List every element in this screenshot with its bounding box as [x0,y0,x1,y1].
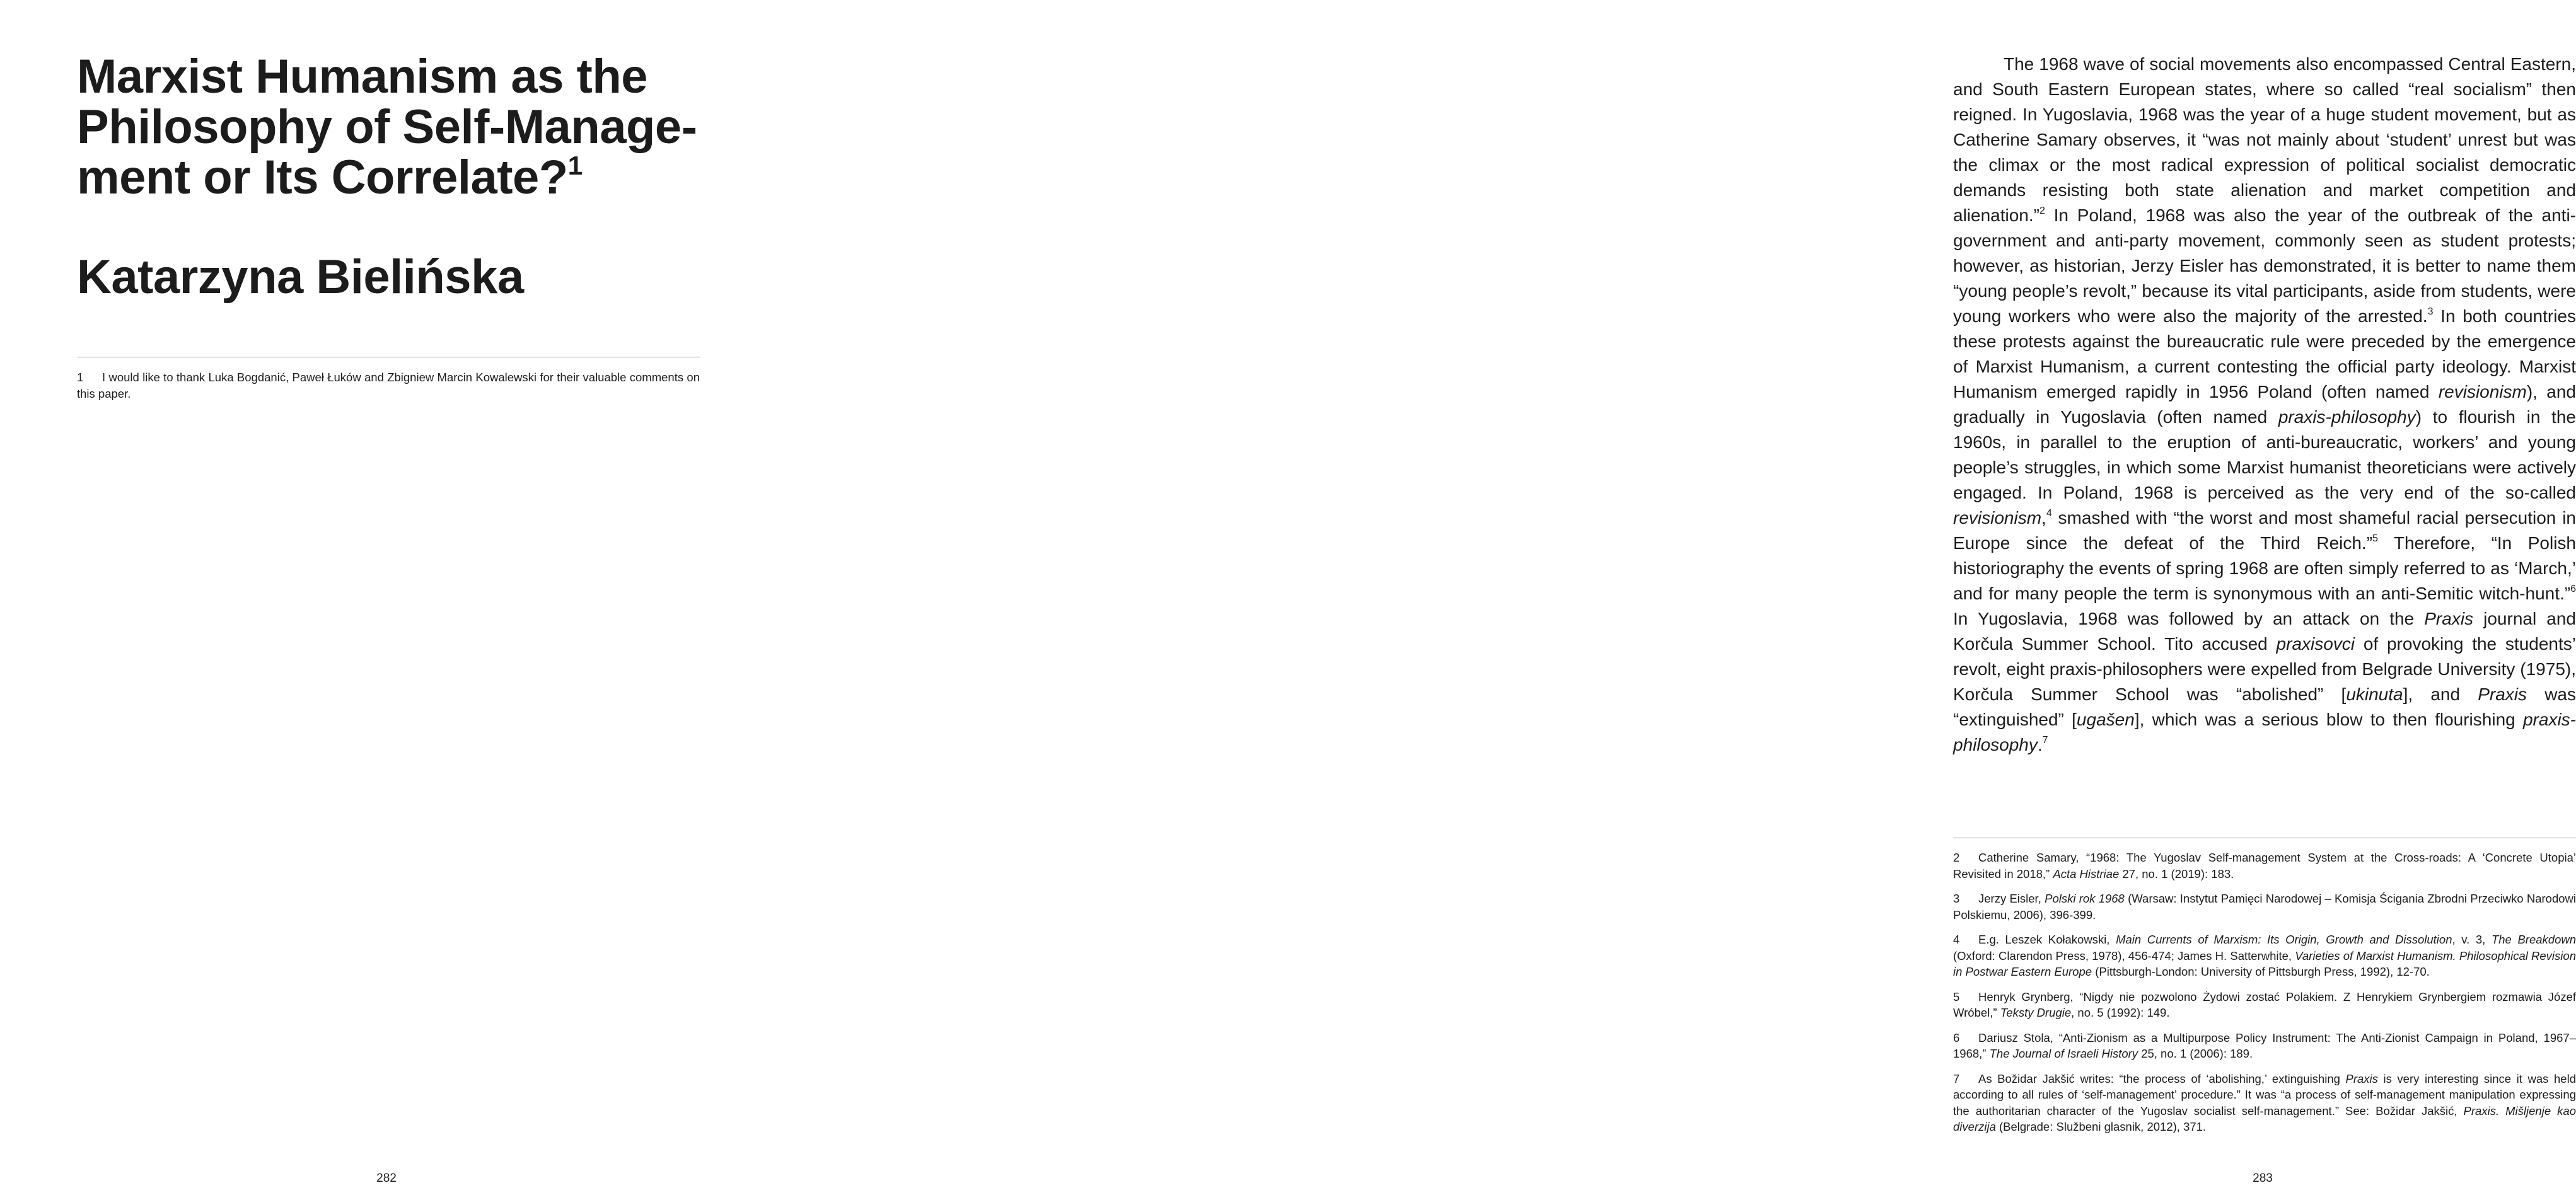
text-run: (Pittsburgh-London: University of Pittsburgh Press, 1992), 12-70. [2092,965,2430,978]
footnote-ref: 3 [2427,306,2434,317]
footnote-number: 4 [1953,933,1960,946]
text-run: In both countries these protests against the bureaucratic rule were preceded by the emergence of Marxist Humanism, a current contesting the official party ideology. Marxist Humanism emerged rapidly in 1956 Poland (often named [1953,306,2576,401]
text-run: 25, no. 1 (2006): 189. [2138,1047,2253,1060]
footnote-number: 2 [1953,851,1960,864]
text-run: ], and [2403,684,2478,704]
footnote-ref: 5 [2372,533,2378,544]
italic-text: The Breakdown [2491,933,2576,946]
page-number: 283 [2253,1172,2273,1185]
italic-text: Praxis [2424,609,2474,628]
text-run: . [2037,735,2043,754]
article-title [77,52,707,203]
footnote [1953,850,2576,882]
title-line: Marxist Humanism as the [77,50,648,103]
footnote-number: 1 [77,371,84,384]
italic-text: ugašen [2076,710,2135,729]
text-run: The 1968 wave of social movements also encompassed Central Eastern, and South Eastern European states, where so called “real socialism” then reigned. In Yugoslavia, 1968 was the year of a huge student movement, but as Catherine Samary observes, it “was not mainly about ‘student’ unrest but was the climax or the most radical expression of political socialist democratic demands resisting both state alienation and market competition and alienation.” [1953,54,2576,225]
text-run: ], which was a serious blow to then flourishing [2134,710,2523,729]
right-page [878,0,2576,1195]
title-line: ment or Its Correlate? [77,151,568,204]
text-run: 27, no. 1 (2019): 183. [2119,867,2234,880]
italic-text: Praxis [2345,1071,2378,1085]
footnote [1953,1071,2576,1135]
text-run: , v. 3, [2452,933,2492,946]
italic-text: Polski rok 1968 [2045,892,2125,905]
italic-text: Teksty Drugie [2000,1006,2072,1019]
footnote [1953,932,2576,980]
text-run: In Poland, 1968 was also the year of the outbreak of the anti-government and anti-party movement, commonly seen as student protests; however, as historian, Jerzy Eisler has demonstrated, it is better to name them “young people’s revolt,” because its vital participants, aside from students, were young workers who were also the majority of the arrested. [1953,205,2576,326]
footnote-number: 3 [1953,892,1960,905]
footnotes [1953,850,2576,1144]
left-page [0,0,878,1195]
author-name: Katarzyna Bielińska [77,250,524,304]
footnote-ref: 6 [2570,584,2576,594]
italic-text: praxis-philosophy [2278,407,2416,427]
text-run: In Yugoslavia, 1968 was followed by an attack on the [1953,609,2425,628]
footnote [1953,1030,2576,1062]
footnote [1953,989,2576,1021]
body-paragraph [1953,52,2576,758]
text-run: Catherine Samary, “1968: The Yugoslav Self-management System at the Cross-roads: A ‘Concrete Utopia’ Revisited in 2018,” [1953,851,2576,880]
text-run: E.g. Leszek Kołakowski, [1978,933,2116,946]
italic-text: The Journal of Israeli History [1989,1047,2138,1060]
italic-text: revisionism [1953,508,2042,528]
footnote [1953,891,2576,923]
italic-text: Praxis. Mišljenje kao diverzija [1953,1104,2576,1133]
title-footnote-ref: 1 [567,151,583,180]
text-run: ), and gradually in Yugoslavia (often named [1953,382,2576,427]
text-run: Henryk Grynberg, “Nigdy nie pozwolono Żydowi zostać Polakiem. Z Henrykiem Grynbergiem rozmawia Józef Wróbel,” [1953,990,2576,1019]
text-run: was “extinguished” [ [1953,684,2576,729]
text-run: journal and Korčula Summer School. Tito accused [1953,609,2576,654]
footnote-number: 6 [1953,1030,1960,1044]
text-run: , [2041,508,2046,528]
text-run: (Warsaw: Instytut Pamięci Narodowej – Komisja Ścigania Zbrodni Przeciwko Narodowi Polskiemu, 2006), 396-399. [1953,892,2576,921]
text-run: ) to flourish in the 1960s, in parallel to the eruption of anti-bureaucratic, workers’ and young people’s struggles, in which some Marxist humanist theoreticians were actively engaged. In Poland, 1968 is perceived as the very end of the so-called [1953,407,2576,502]
footnote-number: 7 [1953,1071,1960,1085]
italic-text: revisionism [2438,382,2527,401]
title-line: Philosophy of Self-Manage- [77,100,697,154]
text-run: Jerzy Eisler, [1978,892,2045,905]
italic-text: Varieties of Marxist Humanism. Philosophical Revision in Postwar Eastern Europe [1953,949,2576,978]
text-run: (Belgrade: Službeni glasnik, 2012), 371. [1995,1120,2207,1133]
text-run: smashed with “the worst and most shameful racial persecution in Europe since the defeat of the Third Reich.” [1953,508,2576,553]
footnote [77,369,700,402]
footnote-ref: 7 [2042,735,2048,746]
text-run: (Oxford: Clarendon Press, 1978), 456-474; James H. Satterwhite, [1953,949,2295,962]
page-number: 282 [376,1172,397,1185]
footnote-text: I would like to thank Luka Bogdanić, Paweł Łuków and Zbigniew Marcin Kowalewski for their valuable comments on this paper. [77,371,700,400]
text-run: As Božidar Jakšić writes: “the process of ‘abolishing,’ extinguishing [1978,1071,2346,1085]
italic-text: Main Currents of Marxism: Its Origin, Growth and Dissolution [2116,933,2452,946]
text-run: Therefore, “In Polish historiography the events of spring 1968 are often simply referred to as ‘March,’ and for many people the term is synonymous with an anti-Semitic witch-hunt.” [1953,533,2576,603]
italic-text: Praxis [2478,684,2527,704]
text-run: of provoking the students’ revolt, eight praxis-philosophers were expelled from Belgrade University (1975), Korčula Summer School was “abolished” [ [1953,634,2576,704]
text-run: , no. 5 (1992): 149. [2071,1006,2170,1019]
italic-text: praxisovci [2276,634,2355,654]
text-run: is very interesting since it was held according to all rules of ‘self-management’ procedure.” It was “a process of self-management manipulation expressing the authoritarian character of the Yugoslav socialist self-management.” See: Božidar Jakšić, [1953,1071,2576,1117]
footnote-number: 5 [1953,990,1960,1003]
text-run: Dariusz Stola, “Anti-Zionism as a Multipurpose Policy Instrument: The Anti-Zionist Campaign in Poland, 1967–1968,” [1953,1030,2576,1060]
italic-text: praxis-philosophy [1953,710,2576,754]
italic-text: Acta Histriae [2053,867,2120,880]
footnote-ref: 2 [2039,205,2045,216]
footnote-ref: 4 [2046,508,2052,519]
italic-text: ukinuta [2346,684,2403,704]
